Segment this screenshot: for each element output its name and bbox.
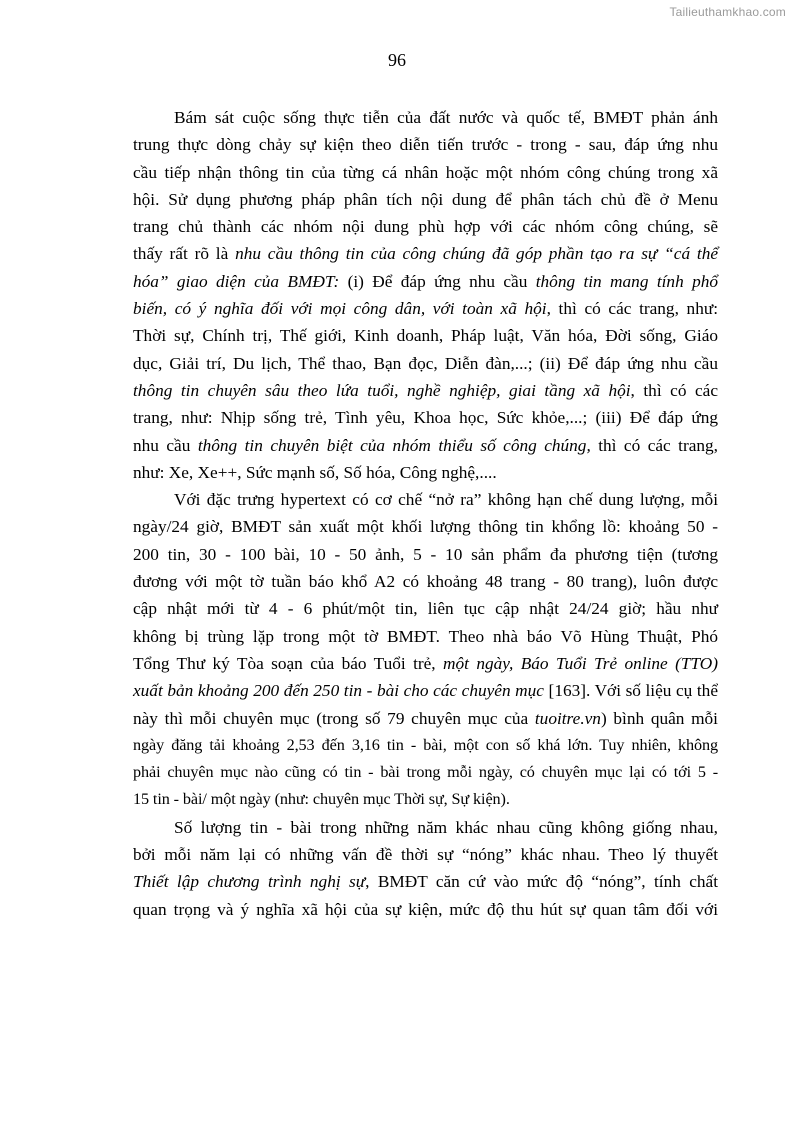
text-line bbox=[133, 868, 718, 895]
text-segment: cập nhật mới từ 4 - 6 phút/một tin, liên tục cập nhật 24/24 giờ; hầu như bbox=[133, 599, 718, 619]
text-line bbox=[133, 786, 718, 813]
text-line bbox=[133, 595, 718, 622]
italic-segment: tuoitre.vn bbox=[534, 708, 601, 728]
text-line bbox=[133, 677, 718, 704]
text-segment: ngày/24 giờ, BMĐT sản xuất một khối lượng thông tin khổng lồ: khoảng 50 - bbox=[133, 517, 718, 537]
text-segment: dục, Giải trí, Du lịch, Thể thao, Bạn đọc, Diễn đàn,...; (ii) Để đáp ứng nhu cầu bbox=[133, 353, 718, 373]
text-segment: Tổng Thư ký Tòa soạn của báo Tuổi trẻ, bbox=[133, 653, 444, 673]
text-line bbox=[133, 350, 718, 377]
text-segment: trang, như: Nhịp sống trẻ, Tình yêu, Khoa học, Sức khỏe,...; (iii) Để đáp ứng bbox=[133, 408, 718, 428]
text-line bbox=[133, 268, 718, 295]
text-line bbox=[133, 841, 718, 868]
text-line bbox=[133, 623, 718, 650]
text-line bbox=[133, 322, 718, 349]
text-segment: thì có các trang, bbox=[590, 435, 718, 455]
paragraph bbox=[133, 486, 718, 814]
text-line bbox=[133, 759, 718, 786]
text-segment: quan trọng và ý nghĩa xã hội của sự kiện, mức độ thu hút sự quan tâm đối với bbox=[133, 899, 718, 919]
italic-segment: Thiết lập chương trình nghị sự bbox=[133, 872, 366, 892]
italic-segment: thông tin chuyên biệt của nhóm thiểu số công chúng, bbox=[197, 435, 591, 455]
page-number: 96 bbox=[388, 50, 406, 70]
text-segment: (i) Để đáp ứng nhu cầu bbox=[339, 271, 536, 291]
text-segment: này thì mỗi chuyên mục (trong số 79 chuyên mục của bbox=[133, 708, 535, 728]
text-segment: ngày đăng tải khoảng 2,53 đến 3,16 tin - bài, một con số khá lớn. Tuy nhiên, không bbox=[133, 735, 718, 754]
text-line bbox=[133, 159, 718, 186]
text-segment: , BMĐT căn cứ vào mức độ “nóng”, tính chất bbox=[365, 872, 718, 892]
italic-segment: nhu cầu thông tin của công chúng đã góp phần tạo ra sự “cá thể bbox=[235, 244, 718, 264]
text-segment: thấy rất rõ là bbox=[133, 244, 236, 264]
text-segment: 200 tin, 30 - 100 bài, 10 - 50 ảnh, 5 - 10 sản phẩm đa phương tiện (tương bbox=[133, 544, 718, 564]
text-line bbox=[133, 568, 718, 595]
watermark: Tailieuthamkhao.com bbox=[669, 5, 786, 19]
italic-segment: một ngày, Báo Tuổi Trẻ online (TTO) bbox=[443, 653, 718, 673]
text-segment: đương với một tờ tuần báo khổ A2 có khoảng 48 trang - 80 trang), luôn được bbox=[133, 572, 718, 592]
text-line bbox=[133, 513, 718, 540]
text-segment: , thì có các bbox=[630, 380, 718, 400]
body-text bbox=[133, 104, 718, 923]
text-segment: Số lượng tin - bài trong những năm khác nhau cũng không giống nhau, bbox=[174, 817, 718, 837]
text-segment: ) bình quân mỗi bbox=[600, 708, 718, 728]
text-segment: trang chủ thành các nhóm nội dung phù hợp với các nhóm công chúng, sẽ bbox=[133, 217, 718, 237]
text-segment: bởi mỗi năm lại có những vấn đề thời sự “nóng” khác nhau. Theo lý thuyết bbox=[133, 845, 718, 865]
text-segment: [163]. Với số liệu cụ thể bbox=[543, 681, 718, 701]
text-line bbox=[133, 650, 718, 677]
text-line bbox=[133, 377, 718, 404]
italic-segment: xuất bản khoảng 200 đến 250 tin - bài cho các chuyên mục bbox=[133, 681, 544, 701]
text-line bbox=[133, 732, 718, 759]
text-segment: , thì có các trang, như: bbox=[546, 299, 718, 319]
text-line bbox=[133, 104, 718, 131]
italic-segment: thông tin mang tính phổ bbox=[535, 271, 718, 291]
text-line bbox=[133, 814, 718, 841]
text-line bbox=[133, 541, 718, 568]
text-line bbox=[133, 186, 718, 213]
italic-segment: thông tin chuyên sâu theo lứa tuổi, nghề nghiệp, giai tầng xã hội bbox=[133, 380, 631, 400]
text-line bbox=[133, 295, 718, 322]
text-line bbox=[133, 213, 718, 240]
text-segment: trung thực dòng chảy sự kiện theo diễn tiến trước - trong - sau, đáp ứng nhu bbox=[133, 135, 718, 155]
text-segment: cầu tiếp nhận thông tin của từng cá nhân hoặc một nhóm công chúng trong xã bbox=[133, 162, 718, 182]
paragraph bbox=[133, 814, 718, 923]
text-segment: hội. Sử dụng phương pháp phân tích nội dung để phân tách chủ đề ở Menu bbox=[133, 189, 718, 209]
text-segment: Bám sát cuộc sống thực tiễn của đất nước và quốc tế, BMĐT phản ánh bbox=[174, 108, 718, 127]
text-line bbox=[133, 459, 718, 486]
text-line bbox=[133, 131, 718, 158]
paragraph bbox=[133, 104, 718, 486]
text-line bbox=[133, 404, 718, 431]
italic-segment: hóa” giao diện của BMĐT: bbox=[133, 271, 340, 291]
text-line bbox=[133, 486, 718, 513]
text-segment: như: Xe, Xe++, Sức mạnh số, Số hóa, Công nghệ,.... bbox=[133, 462, 497, 482]
text-line bbox=[133, 896, 718, 923]
text-segment: không bị trùng lặp trong một tờ BMĐT. Theo nhà báo Võ Hùng Thuật, Phó bbox=[133, 626, 718, 646]
text-segment: phải chuyên mục nào cũng có tin - bài trong mỗi ngày, có chuyên mục lại có tới 5 - bbox=[133, 763, 718, 782]
text-segment: Với đặc trưng hypertext có cơ chế “nở ra” không hạn chế dung lượng, mỗi bbox=[174, 490, 718, 510]
text-segment: 15 tin - bài/ một ngày (như: chuyên mục Thời sự, Sự kiện). bbox=[133, 790, 510, 809]
text-line bbox=[133, 240, 718, 267]
italic-segment: biến, có ý nghĩa đối với mọi công dân, với toàn xã hội bbox=[133, 299, 547, 319]
text-segment: Thời sự, Chính trị, Thế giới, Kinh doanh, Pháp luật, Văn hóa, Đời sống, Giáo bbox=[133, 326, 718, 346]
text-line bbox=[133, 705, 718, 732]
text-segment: nhu cầu bbox=[133, 435, 198, 455]
text-line bbox=[133, 432, 718, 459]
